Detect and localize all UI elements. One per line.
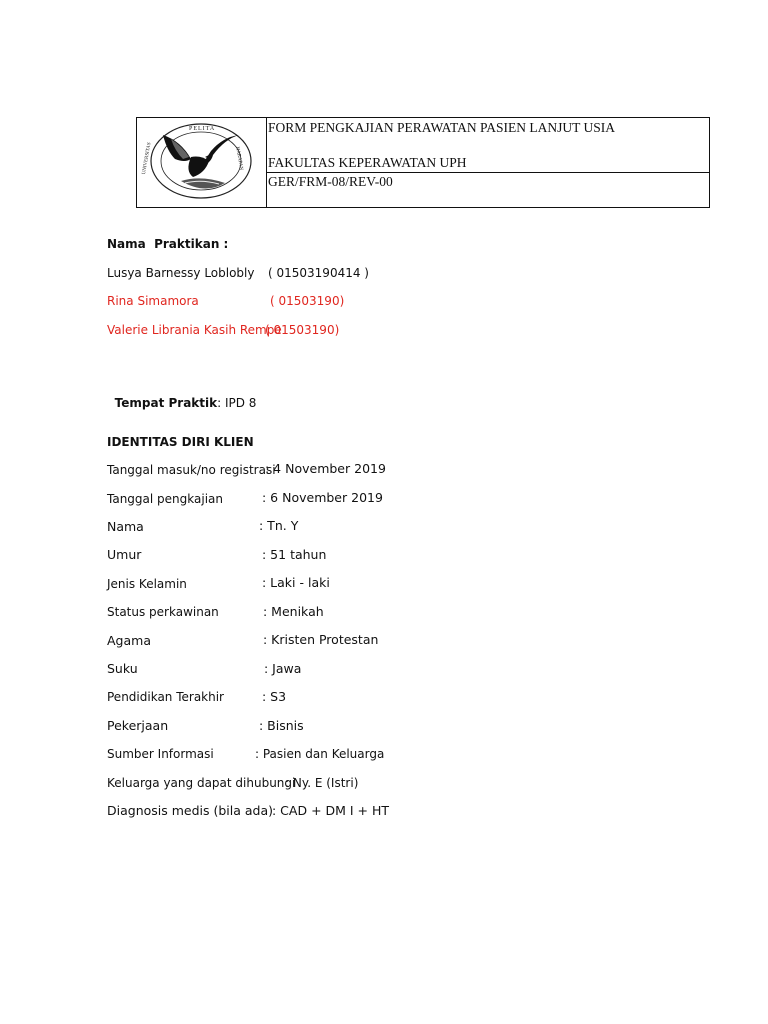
logo-top-text: PELITA [189, 126, 216, 132]
identity-label-diagnosis: Diagnosis medis (bila ada) [107, 803, 274, 818]
identity-value-occupation: : Bisnis [259, 718, 304, 733]
form-title-cell [267, 118, 710, 173]
identity-label-marital-status: Status perkawinan [107, 605, 219, 619]
identity-heading: IDENTITAS DIRI KLIEN [107, 435, 254, 449]
form-code-cell [267, 173, 710, 208]
identity-value-marital-status: : Menikah [263, 604, 324, 619]
logo-right-text: HARAPAN [234, 146, 244, 171]
identity-value-name: : Tn. Y [259, 518, 299, 533]
identity-label-name: Nama [107, 519, 144, 534]
identity-label-education: Pendidikan Terakhir [107, 690, 224, 704]
identity-value-education: : S3 [262, 689, 287, 704]
identity-label-info-source: Sumber Informasi [107, 747, 214, 761]
identity-value-gender: : Laki - laki [262, 575, 330, 590]
place-row [107, 379, 256, 411]
place-value: : IPD 8 [217, 396, 257, 410]
practitioners-heading: Nama Praktikan : [107, 237, 229, 251]
practitioner-1-name: Lusya Barnessy Loblobly [107, 266, 255, 280]
identity-label-occupation: Pekerjaan [107, 718, 169, 733]
identity-value-ethnicity: : Jawa [264, 661, 302, 676]
identity-value-assessment-date: : 6 November 2019 [262, 490, 383, 505]
practitioner-1-id: ( 01503190414 ) [268, 266, 369, 280]
identity-label-age: Umur [107, 547, 142, 562]
practitioner-2-id: ( 01503190) [270, 294, 345, 308]
identity-value-admission: : 4 November 2019 [265, 461, 386, 476]
practitioner-2-name: Rina Simamora [107, 294, 199, 308]
identity-label-assessment-date: Tanggal pengkajian [107, 492, 223, 506]
form-title: FORM PENGKAJIAN PERAWATAN PASIEN LANJUT USIA [268, 120, 615, 135]
identity-label-ethnicity: Suku [107, 661, 138, 676]
identity-label-contact-family: Keluarga yang dapat dihubungi [107, 776, 296, 790]
identity-label-gender: Jenis Kelamin [107, 577, 187, 591]
identity-value-contact-family: : Ny. E (Istri) [285, 776, 359, 790]
identity-value-age: : 51 tahun [262, 547, 327, 562]
logo-cell [137, 118, 267, 208]
form-code: GER/FRM-08/REV-00 [268, 174, 393, 189]
faculty-name: FAKULTAS KEPERAWATAN UPH [268, 155, 467, 170]
practitioner-3-id: ( 01503190) [265, 323, 340, 337]
place-label: Tempat Praktik [114, 396, 218, 410]
identity-value-diagnosis: : CAD + DM I + HT [272, 803, 390, 818]
practitioner-3-name: Valerie Librania Kasih Rempe [107, 323, 282, 337]
form-header-table [136, 117, 710, 208]
university-logo [137, 118, 266, 207]
identity-value-info-source: : Pasien dan Keluarga [255, 747, 385, 761]
identity-label-admission: Tanggal masuk/no registrasi [107, 463, 276, 477]
logo-left-text: UNIVERSITAS [141, 142, 153, 175]
identity-label-religion: Agama [107, 633, 151, 648]
identity-value-religion: : Kristen Protestan [263, 632, 379, 647]
